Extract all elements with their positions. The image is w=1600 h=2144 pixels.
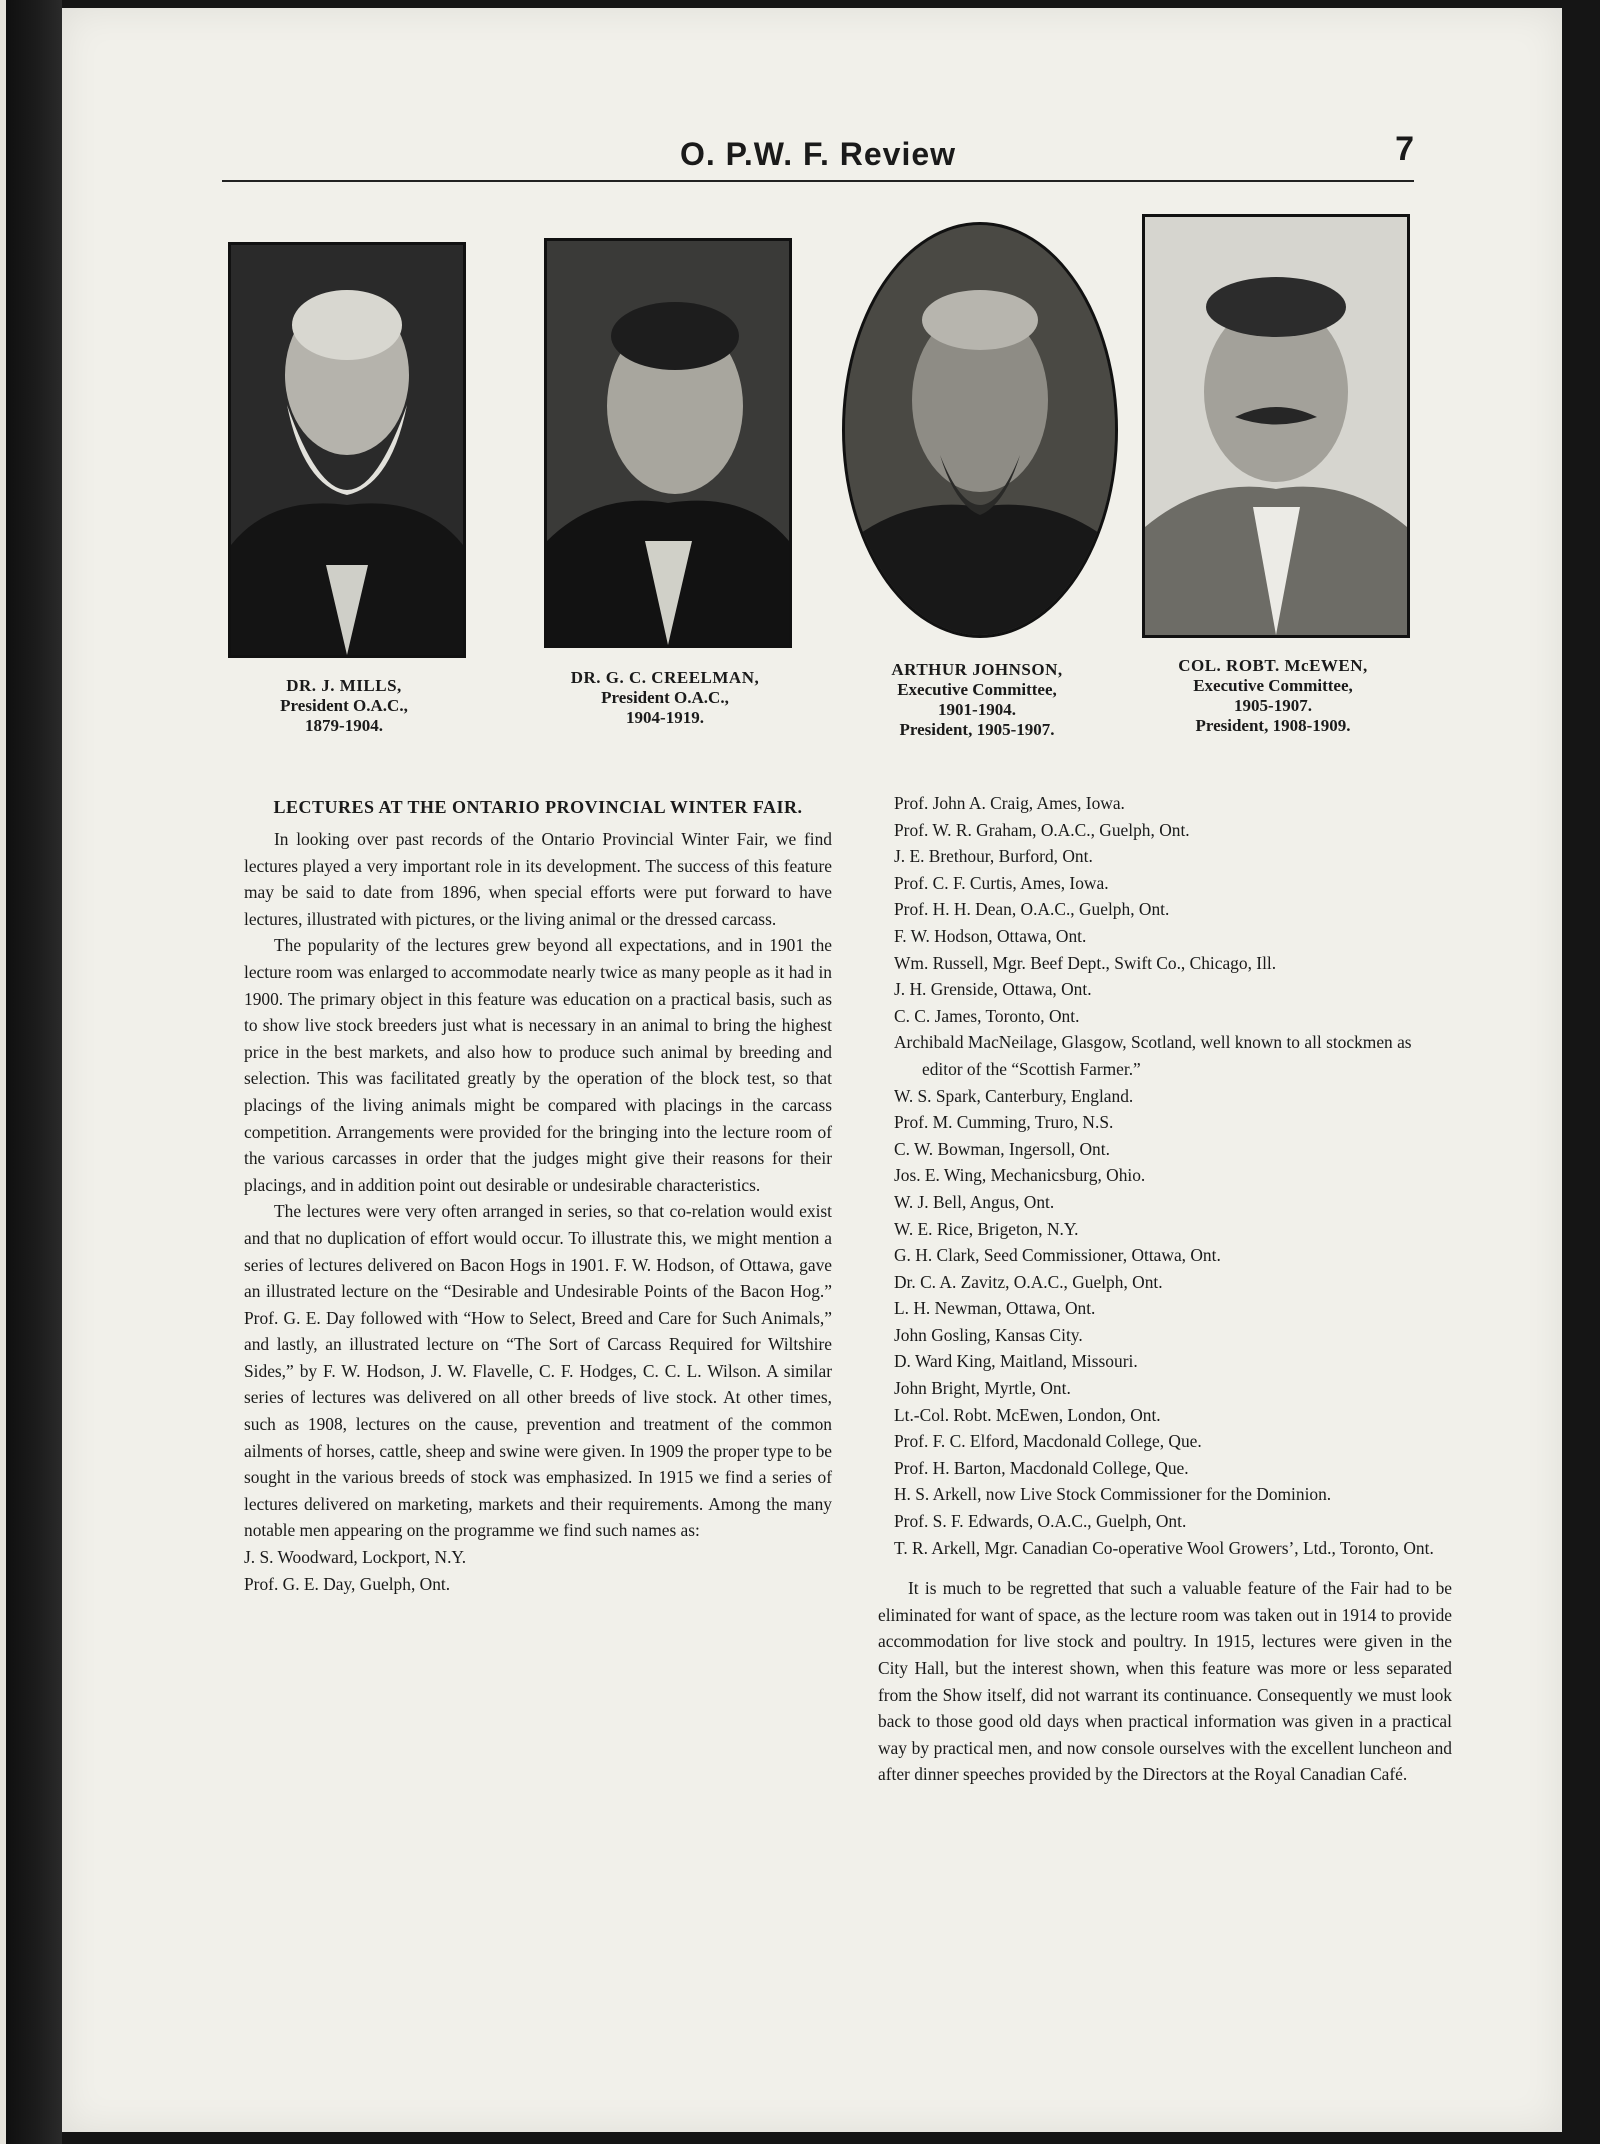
lecturer-name: C. C. James, Toronto, Ont. — [894, 1005, 1080, 1026]
lecturer-name: J. E. Brethour, Burford, Ont. — [894, 846, 1093, 867]
portrait-caption-mills — [228, 676, 460, 736]
article-title: LECTURES AT THE ONTARIO PROVINCIAL WINTER FAIR. — [273, 797, 803, 817]
portrait-caption-mcewen — [1142, 656, 1404, 736]
caption-line: Executive Committee, — [1193, 676, 1353, 695]
lecturer-name: J. S. Woodward, Lockport, N.Y. — [244, 1547, 467, 1568]
lecturer-name: John Bright, Myrtle, Ont. — [894, 1378, 1071, 1399]
facing-page-edge — [0, 0, 6, 2144]
lecturer-name: Prof. John A. Craig, Ames, Iowa. — [894, 793, 1125, 813]
caption-line: 1904-1919. — [626, 708, 704, 727]
journal-title: O. P.W. F. Review — [679, 136, 957, 172]
caption-line: 1879-1904. — [305, 716, 383, 735]
lecturer-name: Jos. E. Wing, Mechanicsburg, Ohio. — [894, 1165, 1146, 1186]
lecturer-name: Prof. H. H. Dean, O.A.C., Guelph, Ont. — [894, 899, 1170, 920]
lecturer-name: John Gosling, Kansas City. — [894, 1324, 1083, 1345]
portrait-photo-johnson — [842, 222, 1118, 638]
portrait-image — [845, 225, 1115, 635]
lecturer-name: C. W. Bowman, Ingersoll, Ont. — [894, 1138, 1110, 1159]
book-spine — [0, 0, 62, 2144]
caption-name: ARTHUR JOHNSON, — [891, 660, 1063, 679]
lecturer-name: Lt.-Col. Robt. McEwen, London, Ont. — [894, 1404, 1161, 1425]
lecturer-name: Prof. H. Barton, Macdonald College, Que. — [894, 1457, 1189, 1478]
lecturer-name: L. H. Newman, Ottawa, Ont. — [894, 1298, 1096, 1319]
caption-line: President, 1905-1907. — [899, 720, 1055, 739]
portrait-photo-creelman — [544, 238, 792, 648]
lecturer-name: W. J. Bell, Angus, Ont. — [894, 1191, 1055, 1212]
caption-name: DR. G. C. CREELMAN, — [570, 668, 760, 687]
lecturer-name: H. S. Arkell, now Live Stock Commissioner for the Dominion. — [894, 1484, 1332, 1505]
caption-line: President O.A.C., — [601, 688, 729, 707]
lecturer-name: G. H. Clark, Seed Commissioner, Ottawa, Ont. — [894, 1245, 1221, 1266]
lecturer-name: Prof. C. F. Curtis, Ames, Iowa. — [894, 872, 1109, 893]
portrait-image — [231, 245, 463, 655]
lecturer-name: Prof. G. E. Day, Guelph, Ont. — [244, 1573, 451, 1594]
lecturer-name: Prof. M. Cumming, Truro, N.S. — [894, 1112, 1114, 1133]
lecturer-name: D. Ward King, Maitland, Missouri. — [894, 1351, 1138, 1372]
portrait-photo-mcewen — [1142, 214, 1410, 638]
running-header — [222, 130, 1414, 182]
caption-line: 1901-1904. — [938, 700, 1016, 719]
article-paragraph: The lectures were very often arranged in series, so that co-relation would exist and that no duplication of effort would occur. To illustrate this, we might mention a series of lectures delivered on Bacon Hogs in 1901. F. W. Hodson, of Ottawa, gave an illustrated lecture on the “Desirable and Undesirable Points of the Bacon Hog.” Prof. G. E. Day followed with “How to Select, Breed and Care for Such Animals,” and lastly, an illustrated lecture on “The Sort of Carcass Required for Wiltshire Sides,” by F. W. Hodson, J. W. Flavelle, C. F. Hodges, C. C. L. Wilson. A similar series of lectures was delivered on all other breeds of live stock. At other times, such as 1908, lectures on the cause, prevention and treatment of the common ailments of horses, cattle, sheep and swine were given. In 1909 the proper type to be sought in the various breeds of stock was emphasized. In 1915 we find a series of lectures delivered on marketing, markets and their requirements. Among the many notable men appearing on the programme we find such names as: — [244, 1201, 832, 1541]
article-paragraph: The popularity of the lectures grew beyond all expectations, and in 1901 the lecture room was enlarged to accommodate nearly twice as many people as it had in 1900. The primary object in this feature was education on a practical basis, such as to show live stock breeders just what is necessary in an animal to bring the highest price in the best markets, and also how to produce such animal by breeding and selection. This was facilitated greatly by the operation of the block test, so that placings of the living animals might be compared with placings in the carcass competition. Arrangements were provided for the bringing into the lecture room of the various carcasses in order that the judges might give their reasons for their placings, and in addition point out desirable or undesirable characteristics. — [244, 935, 832, 1195]
lecturer-name: Wm. Russell, Mgr. Beef Dept., Swift Co., Chicago, Ill. — [894, 952, 1277, 973]
caption-name: DR. J. MILLS, — [286, 676, 402, 695]
lecturer-name: Prof. S. F. Edwards, O.A.C., Guelph, Ont. — [894, 1511, 1187, 1532]
portrait-image — [1145, 217, 1407, 635]
spacer — [878, 1561, 1452, 1575]
portrait-caption-creelman — [544, 668, 786, 728]
lecturer-name: Prof. W. R. Graham, O.A.C., Guelph, Ont. — [894, 819, 1190, 840]
lecturer-name: J. H. Grenside, Ottawa, Ont. — [894, 979, 1092, 1000]
lecturer-name: W. S. Spark, Canterbury, England. — [894, 1085, 1134, 1106]
closing-paragraph: It is much to be regretted that such a valuable feature of the Fair had to be eliminated for want of space, as the lecture room was taken out in 1914 to provide accommodation for live stock and poultry. In 1915, lectures were given in the City Hall, but the interest shown, when this feature was more or less separated from the Show itself, did not warrant its continuance. Consequently we must look back to those good old days when practical information was given in a practical way by practical men, and now console ourselves with the excellent luncheon and after dinner speeches provided by the Directors at the Royal Canadian Café. — [878, 1578, 1452, 1785]
article-right-column — [878, 790, 1452, 1788]
caption-name: COL. ROBT. McEWEN, — [1178, 656, 1368, 675]
lecturer-name: F. W. Hodson, Ottawa, Ont. — [894, 925, 1087, 946]
lecturer-name: Archibald MacNeilage, Glasgow, Scotland, well known to all stockmen as editor of the “Scottish Farmer.” — [894, 1032, 1412, 1079]
caption-line: President, 1908-1909. — [1195, 716, 1351, 735]
article-left-column — [244, 796, 832, 1597]
article-paragraph: In looking over past records of the Ontario Provincial Winter Fair, we find lectures played a very important role in its development. The success of this feature may be said to date from 1896, when special efforts were put forward to have lectures, illustrated with pictures, or the living animal or the dressed carcass. — [244, 829, 832, 929]
portrait-caption-johnson — [842, 660, 1112, 740]
caption-line: 1905-1907. — [1234, 696, 1312, 715]
lecturer-name: W. E. Rice, Brigeton, N.Y. — [894, 1218, 1079, 1239]
caption-line: Executive Committee, — [897, 680, 1057, 699]
lecturer-name: Prof. F. C. Elford, Macdonald College, Que. — [894, 1431, 1202, 1452]
lecturer-name: T. R. Arkell, Mgr. Canadian Co-operative Wool Growers’, Ltd., Toronto, Ont. — [894, 1537, 1434, 1558]
portrait-image — [547, 241, 789, 645]
lecturer-list-right — [878, 790, 1452, 1561]
caption-line: President O.A.C., — [280, 696, 408, 715]
lecturer-list-left — [244, 1544, 832, 1597]
portrait-photo-mills — [228, 242, 466, 658]
lecturer-name: Dr. C. A. Zavitz, O.A.C., Guelph, Ont. — [894, 1271, 1163, 1292]
page-number: 7 — [1395, 130, 1414, 168]
